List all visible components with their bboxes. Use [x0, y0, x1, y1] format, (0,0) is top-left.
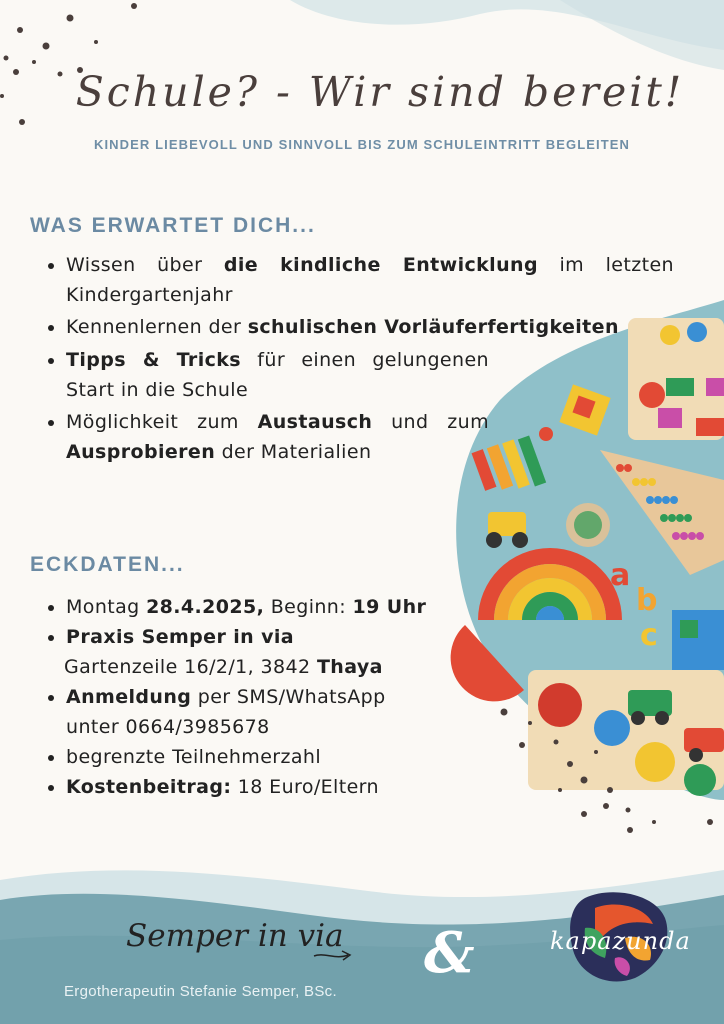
details-list [44, 592, 494, 652]
svg-text:b: b [636, 583, 658, 618]
address-line: Gartenzeile 16/2/1, 3842 Thaya [64, 656, 383, 678]
arrow-icon [312, 948, 358, 962]
list-item: Möglichkeit zum Austausch und zum Ausprobieren der Materialien [44, 407, 489, 467]
list-item-registration: Anmeldung per SMS/WhatsApp [44, 682, 494, 712]
expect-list-2 [44, 345, 489, 467]
footer-subtitle: Ergotherapeutin Stefanie Semper, BSc. [64, 983, 337, 1000]
list-item-place: Praxis Semper in via [44, 622, 494, 652]
expect-list [44, 250, 674, 342]
svg-text:c: c [640, 618, 658, 653]
phone-line: unter 0664/3985678 [66, 716, 270, 738]
toys-photo [451, 300, 724, 800]
list-item: Kennenlernen der schulischen Vorläuferfertigkeiten [44, 312, 674, 342]
details-list-2 [44, 682, 494, 712]
page-subtitle: KINDER LIEBEVOLL UND SINNVOLL BIS ZUM SCHULEINTRITT BEGLEITEN [93, 137, 631, 152]
page-title: Schule? - Wir sind bereit! [75, 68, 685, 116]
ampersand: & [424, 920, 475, 986]
list-item-participants: begrenzte Teilnehmerzahl [44, 742, 494, 772]
semper-logo-text: Semper in via [126, 918, 344, 954]
svg-text:a: a [610, 558, 631, 593]
list-item-cost: Kostenbeitrag: 18 Euro/Eltern [44, 772, 494, 802]
section-heading-details: ECKDATEN... [30, 553, 185, 576]
list-item-date: Montag 28.4.2025, Beginn: 19 Uhr [44, 592, 494, 622]
list-item: Wissen über die kindliche Entwicklung im letzten Kindergartenjahr [44, 250, 674, 310]
top-wave-light [560, 0, 724, 70]
details-list-3 [44, 742, 494, 802]
section-heading-expect: WAS ERWARTET DICH... [30, 214, 316, 237]
list-item: Tipps & Tricks für einen gelungenen Start in die Schule [44, 345, 489, 405]
kapazunda-logo-text: kapazunda [550, 927, 691, 955]
